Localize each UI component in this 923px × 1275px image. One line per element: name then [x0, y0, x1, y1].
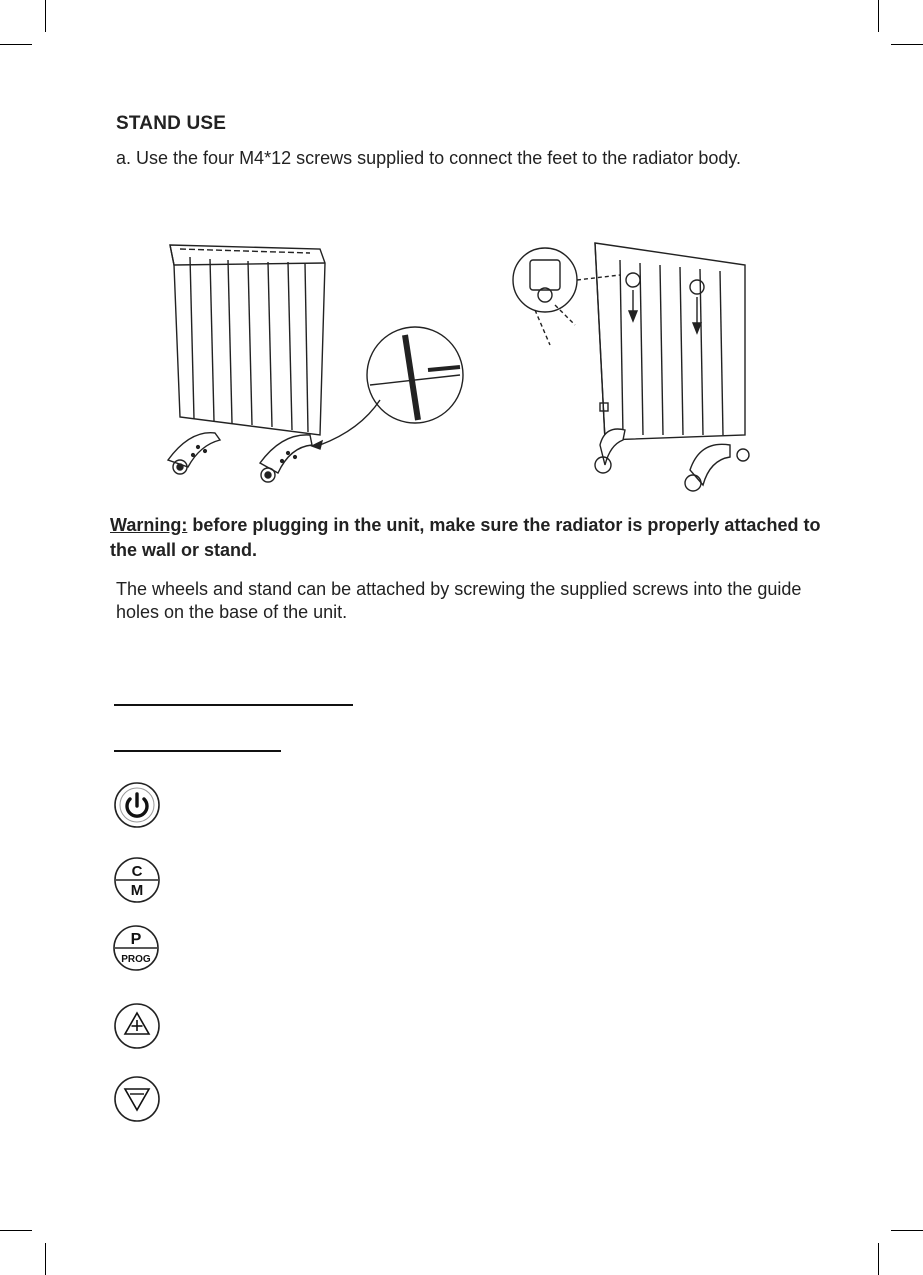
mode-button-icon [112, 855, 162, 905]
radiator-feet-illustration [160, 235, 470, 495]
radiator-stand-illustration [505, 235, 775, 500]
mode-button-bottom-label: M [130, 882, 144, 899]
mode-button-top-label: C [131, 863, 143, 880]
power-button-icon [112, 780, 162, 830]
crop-mark [878, 0, 879, 32]
warning-text [110, 513, 830, 563]
step-a-text: a. Use the four M4*12 screws supplied to connect the feet to the radiator body. [116, 148, 742, 168]
attach-note: The wheels and stand can be attached by screwing the supplied screws into the guide holes on the base of the unit. [116, 579, 802, 622]
crop-mark [45, 0, 46, 32]
prog-button-top-label: P [130, 931, 142, 948]
prog-button-bottom-label: PROG [121, 954, 151, 965]
subheading-underline [114, 750, 281, 752]
plus-button-icon [112, 1001, 162, 1051]
crop-mark [0, 1230, 32, 1231]
warning-body: before plugging in the unit, make sure the radiator is properly attached to the wall or stand. [110, 515, 821, 560]
heading-underline [114, 704, 353, 706]
crop-mark [891, 44, 923, 45]
prog-button-icon [110, 922, 162, 974]
crop-mark [878, 1243, 879, 1275]
crop-mark [891, 1230, 923, 1231]
warning-label: Warning: [110, 515, 188, 535]
crop-mark [45, 1243, 46, 1275]
section-heading: STAND USE [116, 113, 227, 134]
down-button-icon [112, 1074, 162, 1124]
crop-mark [0, 44, 32, 45]
